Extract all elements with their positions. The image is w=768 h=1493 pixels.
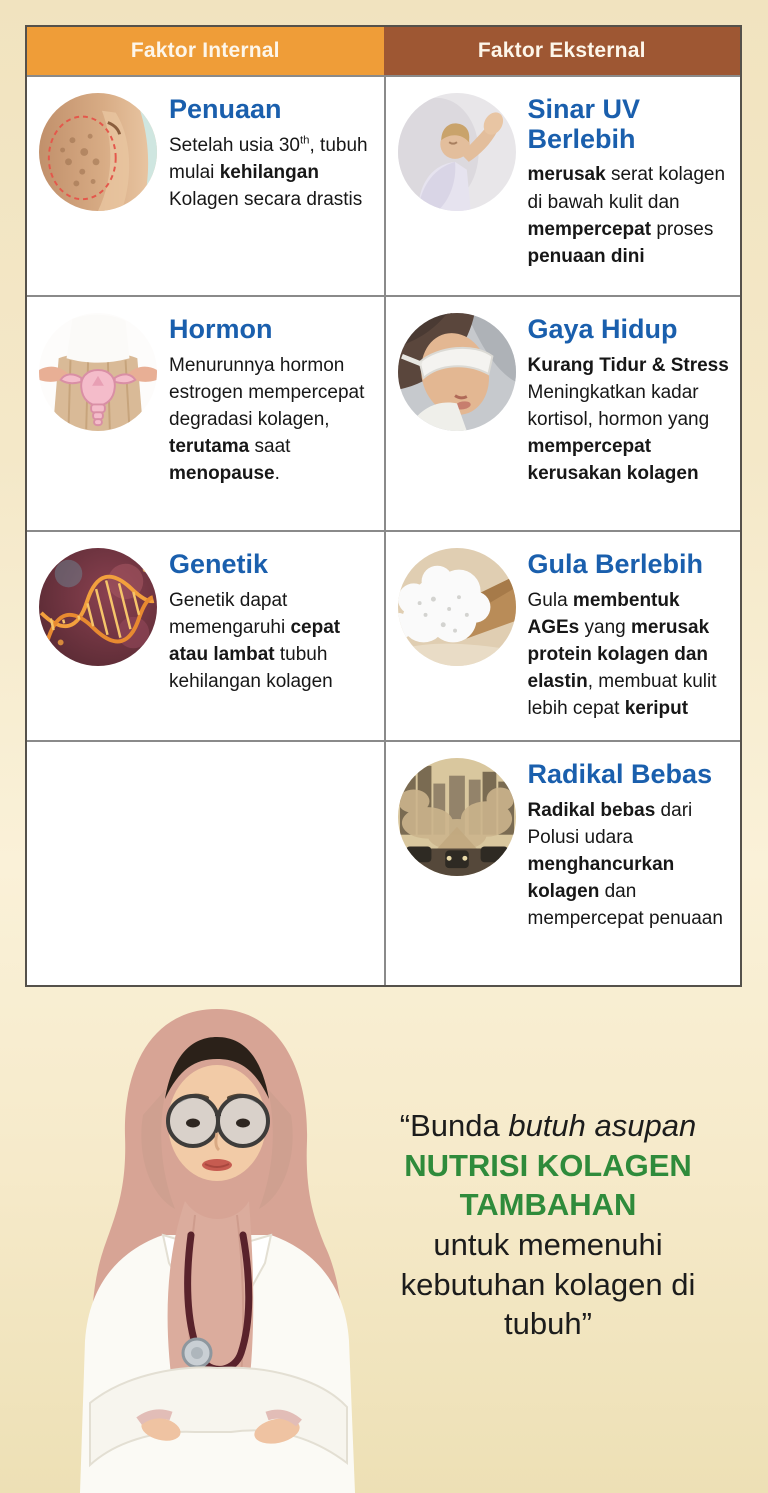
factor-description: Gula membentuk AGEs yang merusak protein kolagen dan elastin, membuat kulit lebih cepat keriput (527, 589, 717, 720)
factor-title: Sinar UV Berlebih (527, 94, 641, 154)
uv-exposure-photo (398, 93, 516, 211)
factor-title: Gula Berlebih (527, 549, 704, 579)
uterus-illustration-photo (39, 313, 157, 431)
air-pollution-photo (398, 758, 516, 876)
sugar-photo (398, 548, 516, 666)
factor-cell-penuaan (27, 75, 384, 295)
sleep-mask-photo (398, 313, 516, 431)
factor-title: Radikal Bebas (527, 759, 713, 789)
dna-photo (39, 548, 157, 666)
table-header-row (27, 27, 740, 75)
factor-title: Penuaan (169, 94, 282, 124)
factor-cell-gaya-hidup (384, 295, 741, 530)
factor-description: Setelah usia 30th, tubuh mulai kehilangan Kolagen secara drastis (169, 134, 368, 210)
factor-cell-gula (384, 530, 741, 740)
factor-table (25, 25, 742, 987)
factor-cell-radikal-bebas (384, 740, 741, 985)
factor-description: Genetik dapat memengaruhi cepat atau lambat tubuh kehilangan kolagen (169, 589, 341, 693)
factor-description: merusak serat kolagen di bawah kulit dan mempercepat proses penuaan dini (527, 164, 726, 267)
column-header-internal: Faktor Internal (27, 27, 384, 75)
quote-line-6: tubuh” (504, 1306, 592, 1342)
column-header-external: Faktor Eksternal (384, 27, 741, 75)
factor-title: Hormon (169, 314, 273, 344)
factor-description: Menurunnya hormon estrogen mempercepat degradasi kolagen, terutama saat menopause. (169, 354, 365, 485)
quote-line-2: NUTRISI KOLAGEN (404, 1147, 692, 1183)
table-body (27, 75, 740, 985)
quote-line-4: untuk memenuhi (433, 1227, 663, 1263)
factor-cell-genetik (27, 530, 384, 740)
doctor-quote (336, 1106, 760, 1344)
quote-line-3: TAMBAHAN (459, 1187, 637, 1223)
empty-cell (27, 740, 384, 985)
factor-description: Radikal bebas dari Polusi udara menghancurkan kolagen dan mempercepat penuaan (527, 799, 723, 930)
factor-title: Gaya Hidup (527, 314, 678, 344)
quote-line-5: kebutuhan kolagen di (400, 1266, 696, 1302)
factor-title: Genetik (169, 549, 269, 579)
factor-cell-sinar-uv (384, 75, 741, 295)
factor-description: Kurang Tidur & Stress Meningkatkan kadar kortisol, hormon yang mempercepat kerusakan kolagen (527, 354, 729, 485)
aging-skin-photo (39, 93, 157, 211)
quote-line-1: “Bunda butuh asupan (399, 1108, 697, 1143)
factor-cell-hormon (27, 295, 384, 530)
